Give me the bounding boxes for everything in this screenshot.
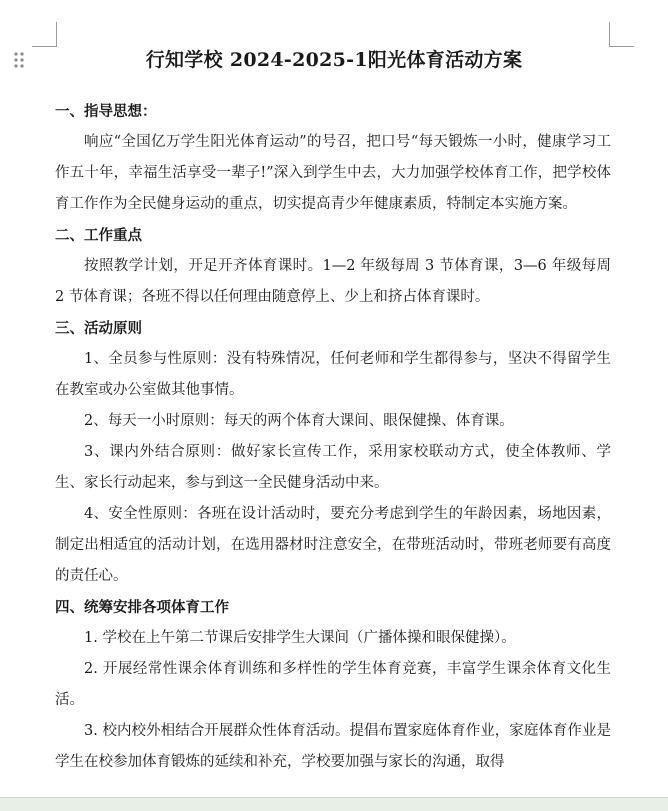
paragraph[interactable]: 3. 校内校外相结合开展群众性体育活动。提倡布置家庭体育作业，家庭体育作业是学生在校参加体育锻炼的延续和补充，学校要加强与家长的沟通，取得 [55,723,611,770]
paragraph[interactable]: 4、安全性原则：各班在设计活动时，要充分考虑到学生的年龄因素，场地因素，制定出相适宜的活动计划，在选用器材时注意安全，在带班活动时，带班老师要有高度的责任心。 [55,506,611,584]
paragraph[interactable]: 1. 学校在上午第二节课后安排学生大课间（广播体操和眼保健操）。 [84,630,516,646]
section-heading[interactable]: 一、指导思想： [55,103,157,120]
section-heading[interactable]: 三、活动原则 [55,320,142,337]
document-title[interactable]: 行知学校 2024-2025-1阳光体育活动方案 [145,49,523,71]
section-heading[interactable]: 二、工作重点 [55,227,142,244]
section-heading[interactable]: 四、统筹安排各项体育工作 [55,599,229,616]
paragraph[interactable]: 响应“全国亿万学生阳光体育运动”的号召，把口号“每天锻炼一小时，健康学习工作五十年，幸福生活享受一辈子!”深入到学生中去，大力加强学校体育工作，把学校体育工作作为全民健身运动的重点，切实提高青少年健康素质，特制定本实施方案。 [55,134,611,212]
paragraph[interactable]: 2. 开展经常性课余体育训练和多样性的学生体育竞赛，丰富学生课余体育文化生活。 [55,661,611,708]
paragraph[interactable]: 3、课内外结合原则：做好家长宣传工作，采用家校联动方式，使全体教师、学生、家长行动起来，参与到这一全民健身活动中来。 [55,444,611,491]
paragraph[interactable]: 按照教学计划，开足开齐体育课时。1—2 年级每周 3 节体育课，3—6 年级每周 2 节体育课；各班不得以任何理由随意停上、少上和挤占体育课时。 [55,258,611,305]
document-body[interactable] [55,96,611,778]
status-bar [0,797,668,811]
paragraph[interactable]: 2、每天一小时原则：每天的两个体育大课间、眼保健操、体育课。 [84,413,514,429]
paragraph[interactable]: 1、全员参与性原则：没有特殊情况，任何老师和学生都得参与，坚决不得留学生在教室或办公室做其他事情。 [55,351,611,398]
